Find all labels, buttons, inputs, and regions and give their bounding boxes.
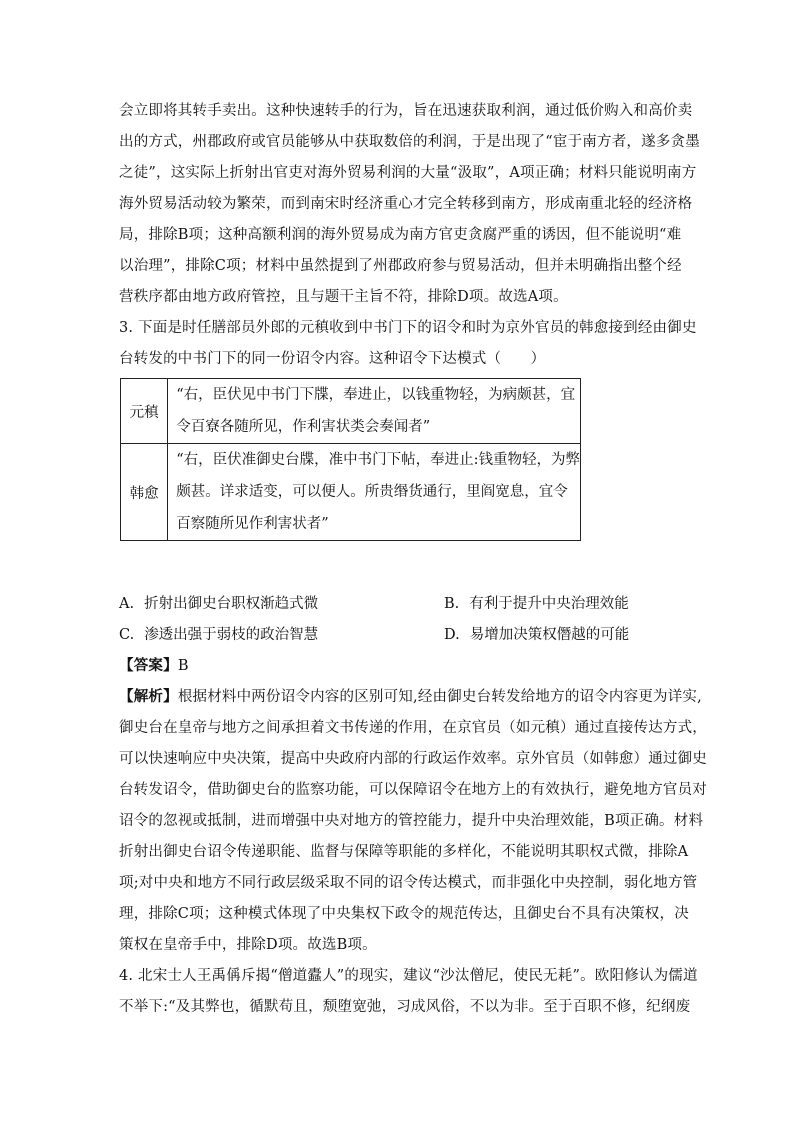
edict-text-line: “右，臣伏准御史台牒，准中书门下帖，奉进止:钱重物轻，为弊 <box>176 452 580 468</box>
analysis-line: 御史台在皇帝与地方之间承担着文书传递的作用，在京官员（如元稹）通过直接传达方式， <box>119 720 707 736</box>
question-3-stem: 3. 下面是时任膳部员外郎的元稹收到中书门下的诏令和时为京外官员的韩愈接到经由御史 <box>119 320 697 336</box>
answer-value: B <box>177 658 189 674</box>
edict-text-cell <box>168 444 581 541</box>
edict-text-line: 令百寮各随所见，作利害状类会奏闻者” <box>176 419 431 435</box>
edict-text-line: 颇甚。详求适变，可以便人。所贵缗货通行，里阎宽息，宜令 <box>176 484 568 500</box>
option-text: 易增加决策权僭越的可能 <box>469 627 630 643</box>
prev-explanation-line: 局，排除B项；这种高额利润的海外贸易成为南方官吏贪腐严重的诱因，但不能说明“难 <box>119 227 682 243</box>
analysis-line: 理，排除C项；这种模式体现了中央集权下政令的规范传达，且御史台不具有决策权，决 <box>119 906 689 922</box>
prev-explanation-line: 营秩序都由地方政府管控，且与题干主旨不符，排除D项。故选A项。 <box>119 289 568 305</box>
analysis-line: 策权在皇帝手中，排除D项。故选B项。 <box>119 937 377 953</box>
option-c <box>119 625 318 645</box>
option-b <box>444 594 629 614</box>
analysis-line: 可以快速响应中央决策，提高中央政府内部的行政运作效率。京外官员（如韩愈）通过御史 <box>119 751 707 767</box>
question-3-stem: 台转发的中书门下的同一份诏令内容。这种诏令下达模式（ ） <box>119 351 546 367</box>
prev-explanation-line: 出的方式，州郡政府或官员能够从中获取数倍的利润，于是出现了“宦于南方者，遂多贪墨 <box>119 134 700 150</box>
prev-explanation-line: 会立即将其转手卖出。这种快速转手的行为，旨在迅速获取利润，通过低价购入和高价卖 <box>119 103 693 119</box>
table-row <box>121 379 581 444</box>
question-4-stem: 4. 北宋士人王禹偁斥揭“僧道蠹人”的现实，建议“沙汰僧尼，使民无耗”。欧阳修认为儒道 <box>119 968 698 984</box>
person-name-cell: 元稹 <box>121 379 168 444</box>
option-d <box>444 625 629 645</box>
analysis-line: 台转发诏令，借助御史台的监察功能，可以保障诏令在地方上的有效执行，避免地方官员对 <box>119 782 707 798</box>
question-4-stem: 不举下:“及其弊也，循默苟且，颓堕宽弛，习成风俗，不以为非。至于百职不修，纪纲废 <box>119 999 691 1015</box>
table-row <box>121 444 581 541</box>
analysis-text: 根据材料中两份诏令内容的区别可知,经由御史台转发给地方的诏令内容更为详实, <box>177 689 702 705</box>
option-letter: D. <box>444 627 460 643</box>
answer-line <box>119 656 699 676</box>
analysis-label: 【解析】 <box>119 688 178 705</box>
prev-explanation-line: 以治理”，排除C项；材料中虽然提到了州郡政府参与贸易活动，但并未明确指出整个经 <box>119 258 682 274</box>
answer-label: 【答案】 <box>119 657 178 674</box>
edict-text-line: “右，臣伏见中书门下牒，奉进止，以钱重物轻，为病颇甚，宜 <box>176 387 576 403</box>
analysis-line <box>119 687 702 707</box>
option-text: 折射出御史台职权渐趋式微 <box>144 596 319 612</box>
option-text: 渗透出强于弱枝的政治智慧 <box>144 627 319 643</box>
option-a <box>119 594 318 614</box>
analysis-line: 折射出御史台诏令传递职能、监督与保障等职能的多样化，不能说明其职权式微，排除A <box>119 844 689 860</box>
option-letter: B. <box>444 596 460 612</box>
analysis-line: 诏令的忽视或抵制，进而增强中央对地方的管控能力，提升中央治理效能，B项正确。材料 <box>119 813 704 829</box>
analysis-line: 项;对中央和地方不同行政层级采取不同的诏令传达模式，而非强化中央控制，弱化地方管 <box>119 875 698 891</box>
prev-explanation-line: 之徒”，这实际上折射出官吏对海外贸易利润的大量“汲取”，A项正确；材料只能说明南方 <box>119 165 697 181</box>
prev-explanation-line: 海外贸易活动较为繁荣，而到南宋时经济重心才完全转移到南方，形成南重北轻的经济格 <box>119 196 693 212</box>
person-name-cell: 韩愈 <box>121 444 168 541</box>
edict-comparison-table <box>120 378 581 541</box>
edict-text-line: 百察随所见作利害状者” <box>176 516 329 532</box>
option-letter: C. <box>119 627 135 643</box>
option-text: 有利于提升中央治理效能 <box>469 596 629 612</box>
option-letter: A. <box>119 596 135 612</box>
edict-text-cell <box>168 379 581 444</box>
